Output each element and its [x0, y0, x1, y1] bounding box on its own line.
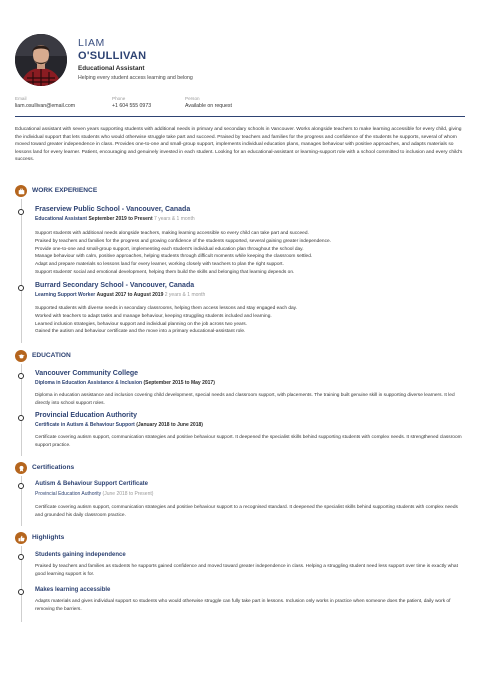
highlight-title: Makes learning accessible	[35, 587, 111, 593]
description: Certificate covering autism support, communication strategies and positive behaviour support to a recognised standard. It deepened the specialist skills behind supporting students with complex needs and grounded his daily classroom practice.	[35, 505, 458, 518]
timeline-dot	[18, 285, 24, 291]
timeline-dot	[18, 554, 24, 560]
employer: Fraserview Public School - Vancouver, Canada	[35, 206, 191, 213]
issuer: Provincial Education Authority	[35, 491, 102, 497]
email-value[interactable]: liam.osullivan@email.com	[15, 103, 76, 109]
bullet-item: Learned inclusion strategies, behaviour support and individual planning on the job across two years.	[35, 321, 247, 327]
dates: August 2017 to August 2019	[96, 292, 164, 298]
section-title: Highlights	[32, 534, 65, 541]
highlight-title: Students gaining independence	[35, 552, 126, 558]
bullet-item: Support students' social and emotional development, helping them build the skills and belonging that learning depends on.	[35, 269, 295, 275]
position: Learning Support Worker	[35, 292, 96, 298]
section-header	[15, 532, 465, 546]
profile-summary: Educational assistant with seven years supporting students with additional needs in primary and secondary schools in Vancouver. Works alongside teachers to make learning accessible for every child, giving the individual support that lets students who would otherwise struggle take part and succeed. Praised by teachers and families for the progress and confidence of the students he supports, several of whom moved toward greater independence in class. Provides one-to-one and small-group support, implements individual education plans, manages behaviour with positive approaches, and adapts materials so lessons land for every learner. Patient, encouraging and genuinely invested in each student. Looking for an educational-assistant or learning-support role with a school committed to inclusion and every child's success.	[15, 127, 463, 163]
job-title: Educational Assistant	[78, 65, 145, 72]
thumbs-up-icon	[15, 532, 27, 544]
qualification-line	[35, 422, 203, 428]
first-name: LIAM	[78, 37, 105, 49]
qualification: Certificate in Autism & Behaviour Support	[35, 422, 135, 428]
timeline-dot	[18, 373, 24, 379]
section-title: WORK EXPERIENCE	[32, 187, 98, 194]
contact-email	[15, 96, 75, 109]
employer: Burrard Secondary School - Vancouver, Canada	[35, 282, 195, 289]
dates: September 2019 to Present	[88, 216, 153, 222]
profile-photo	[15, 34, 67, 86]
timeline-dot	[18, 483, 24, 489]
timeline-dot	[18, 415, 24, 421]
section-header	[15, 350, 465, 364]
section-highlights	[15, 532, 465, 622]
section-title: Certifications	[32, 464, 75, 471]
duration: 2 years & 1 month	[164, 292, 206, 298]
person-value: Available on request	[185, 103, 232, 109]
briefcase-icon	[15, 185, 27, 197]
bullet-item: Adapt and prepare materials so lessons land for every learner, working closely with teachers to plan the right support.	[35, 262, 284, 268]
position: Educational Assistant	[35, 216, 88, 222]
dates: (June 2018 to Present)	[102, 491, 154, 497]
contact-bar	[15, 96, 465, 116]
contact-label: Person	[185, 96, 200, 101]
bullet-item: Gained the autism and behaviour certificate and the move into a primary educational-assistant role.	[35, 329, 246, 335]
timeline-line	[21, 199, 22, 343]
institution: Vancouver Community College	[35, 370, 139, 377]
timeline-dot	[18, 209, 24, 215]
bullet-item: Praised by teachers and families for the progress and growing confidence of the students supported, several gaining greater independence.	[35, 238, 331, 244]
avatar-illustration	[15, 34, 67, 86]
position-line	[35, 216, 195, 222]
institution: Provincial Education Authority	[35, 412, 138, 419]
dates: (September 2015 to May 2017)	[143, 380, 215, 386]
bullet-list	[35, 230, 463, 277]
header-divider	[15, 116, 465, 117]
issuer-line	[35, 491, 153, 497]
bullet-item: Worked with teachers to adapt tasks and manage behaviour, keeping struggling students included and learning.	[35, 313, 272, 319]
bullet-list	[35, 305, 463, 336]
bullet-item: Supported students with diverse needs in secondary classrooms, helping them access lessons and stay engaged each day.	[35, 306, 298, 311]
description: Certificate covering autism support, communication strategies and positive behaviour support. It deepened the specialist skills behind supporting students with complex needs. It strengthened classroom support practice.	[35, 435, 462, 448]
contact-label: Phone	[112, 96, 126, 101]
section-education	[15, 350, 465, 456]
section-header	[15, 185, 465, 199]
section-work-experience	[15, 185, 465, 345]
graduation-cap-icon	[15, 350, 27, 362]
qualification: Diploma in Education Assistance & Inclusion	[35, 380, 143, 386]
dates: (January 2018 to June 2018)	[136, 422, 203, 428]
section-header	[15, 462, 465, 476]
contact-phone	[112, 96, 151, 109]
description: Adapts materials and gives individual support so students who would otherwise struggle can fully take part in lessons. Inclusion only works in practice when someone does the patient, daily work of removing the barriers.	[35, 599, 451, 612]
bullet-item: Provide one-to-one and small-group support, implementing each student's individual education plan throughout the school day.	[35, 246, 304, 252]
description: Diploma in education assistance and inclusion covering child development, special needs and classroom support, with placements. The training built genuine skill in supporting diverse learners. It led directly into school support roles.	[35, 393, 455, 406]
position-line	[35, 292, 205, 298]
timeline-dot	[18, 589, 24, 595]
section-certifications	[15, 462, 465, 526]
section-title: EDUCATION	[32, 352, 71, 359]
bullet-item: Manage behaviour with calm, positive approaches, helping students through difficult moments while keeping the classroom settled.	[35, 254, 313, 260]
phone-value[interactable]: +1 604 555 0973	[112, 103, 152, 109]
certificate-icon	[15, 462, 27, 474]
description: Praised by teachers and families as students he supports gained confidence and moved toward greater independence in class. Helping a struggling student need less support over time is exactly what good learning support is for.	[35, 564, 458, 577]
bullet-item: Support students with additional needs alongside teachers, making learning accessible so every child can take part and succeed.	[35, 231, 309, 236]
contact-label: Email	[15, 96, 27, 101]
duration: 7 years & 1 month	[154, 216, 195, 222]
certificate-name: Autism & Behaviour Support Certificate	[35, 481, 149, 487]
qualification-line	[35, 380, 215, 386]
tagline: Helping every student access learning and belong	[78, 75, 193, 81]
contact-person	[185, 96, 232, 109]
last-name: O'SULLIVAN	[78, 50, 147, 62]
